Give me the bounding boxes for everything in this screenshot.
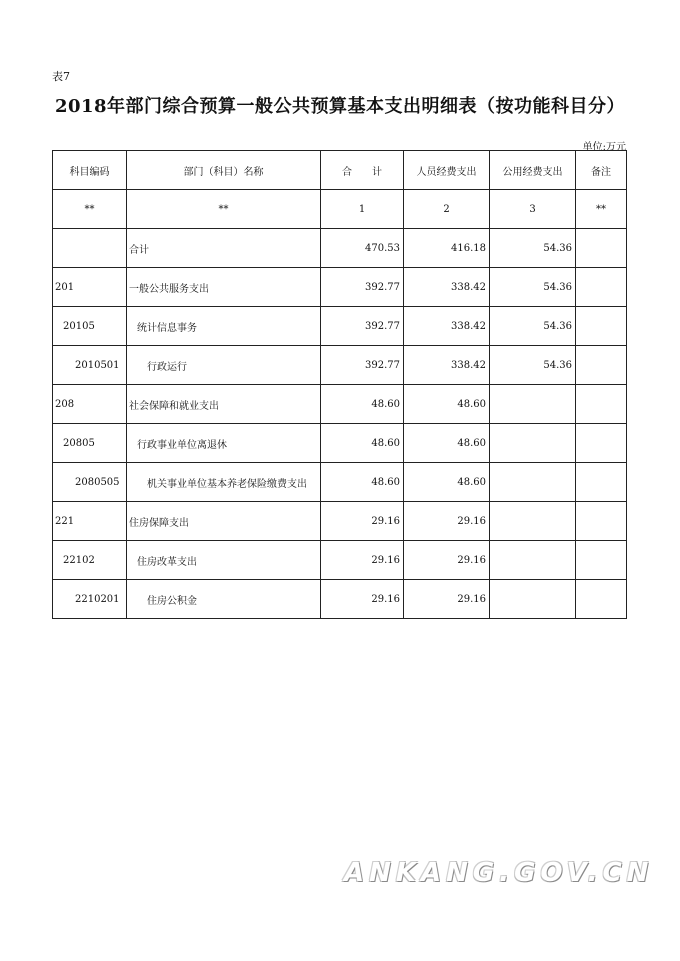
header-code: 科目编码: [53, 151, 127, 190]
cell-code: 2010501: [53, 346, 127, 385]
table-number: 表7: [52, 70, 70, 83]
budget-table: [52, 150, 627, 619]
cell-note: [576, 541, 627, 580]
cell-code: 221: [53, 502, 127, 541]
table-row: [53, 424, 627, 463]
header-row: [53, 151, 627, 190]
cell-total: 470.53: [321, 229, 404, 268]
cell-public: [490, 502, 576, 541]
cell-note: [576, 385, 627, 424]
table-row: [53, 307, 627, 346]
cell-total: 48.60: [321, 463, 404, 502]
index-total: 1: [321, 190, 404, 229]
table-row: [53, 580, 627, 619]
cell-code: 208: [53, 385, 127, 424]
header-name: 部门（科目）名称: [127, 151, 321, 190]
cell-name: 住房保障支出: [127, 502, 321, 541]
cell-note: [576, 268, 627, 307]
cell-note: [576, 424, 627, 463]
cell-note: [576, 463, 627, 502]
cell-name: 行政事业单位离退休: [127, 424, 321, 463]
cell-note: [576, 307, 627, 346]
table-row: [53, 346, 627, 385]
cell-personnel: 29.16: [404, 502, 490, 541]
table-row: [53, 385, 627, 424]
cell-name: 社会保障和就业支出: [127, 385, 321, 424]
cell-code: 20105: [53, 307, 127, 346]
cell-public: [490, 463, 576, 502]
header-total: 合 计: [321, 151, 404, 190]
cell-code: [53, 229, 127, 268]
cell-name: 住房公积金: [127, 580, 321, 619]
cell-public: [490, 541, 576, 580]
table-row: [53, 268, 627, 307]
cell-code: 2080505: [53, 463, 127, 502]
cell-personnel: 48.60: [404, 424, 490, 463]
header-personnel: 人员经费支出: [404, 151, 490, 190]
cell-public: [490, 385, 576, 424]
cell-name: 一般公共服务支出: [127, 268, 321, 307]
cell-name: 机关事业单位基本养老保险缴费支出: [127, 463, 321, 502]
cell-name: 合计: [127, 229, 321, 268]
cell-personnel: 416.18: [404, 229, 490, 268]
cell-code: 201: [53, 268, 127, 307]
cell-note: [576, 229, 627, 268]
cell-total: 392.77: [321, 268, 404, 307]
cell-public: [490, 580, 576, 619]
cell-public: [490, 424, 576, 463]
cell-personnel: 48.60: [404, 463, 490, 502]
index-row: [53, 190, 627, 229]
cell-public: 54.36: [490, 346, 576, 385]
cell-public: 54.36: [490, 229, 576, 268]
cell-code: 20805: [53, 424, 127, 463]
cell-note: [576, 346, 627, 385]
index-personnel: 2: [404, 190, 490, 229]
cell-total: 48.60: [321, 385, 404, 424]
cell-total: 392.77: [321, 346, 404, 385]
index-note: **: [576, 190, 627, 229]
cell-public: 54.36: [490, 268, 576, 307]
index-public: 3: [490, 190, 576, 229]
table-row: [53, 541, 627, 580]
cell-total: 29.16: [321, 541, 404, 580]
cell-total: 48.60: [321, 424, 404, 463]
cell-note: [576, 580, 627, 619]
cell-personnel: 29.16: [404, 580, 490, 619]
cell-personnel: 338.42: [404, 346, 490, 385]
cell-total: 29.16: [321, 580, 404, 619]
cell-code: 2210201: [53, 580, 127, 619]
cell-name: 行政运行: [127, 346, 321, 385]
cell-note: [576, 502, 627, 541]
unit-label: 单位:万元: [582, 142, 626, 153]
cell-name: 住房改革支出: [127, 541, 321, 580]
page-title: 2018年部门综合预算一般公共预算基本支出明细表（按功能科目分）: [54, 96, 626, 117]
cell-public: 54.36: [490, 307, 576, 346]
cell-total: 29.16: [321, 502, 404, 541]
cell-code: 22102: [53, 541, 127, 580]
table-row: [53, 502, 627, 541]
watermark: ANKANG.GOV.CN: [344, 858, 654, 888]
header-public: 公用经费支出: [490, 151, 576, 190]
cell-name: 统计信息事务: [127, 307, 321, 346]
cell-personnel: 48.60: [404, 385, 490, 424]
cell-personnel: 338.42: [404, 268, 490, 307]
cell-personnel: 338.42: [404, 307, 490, 346]
index-name: **: [127, 190, 321, 229]
header-note: 备注: [576, 151, 627, 190]
cell-personnel: 29.16: [404, 541, 490, 580]
index-code: **: [53, 190, 127, 229]
cell-total: 392.77: [321, 307, 404, 346]
table-row: [53, 463, 627, 502]
table-row: [53, 229, 627, 268]
